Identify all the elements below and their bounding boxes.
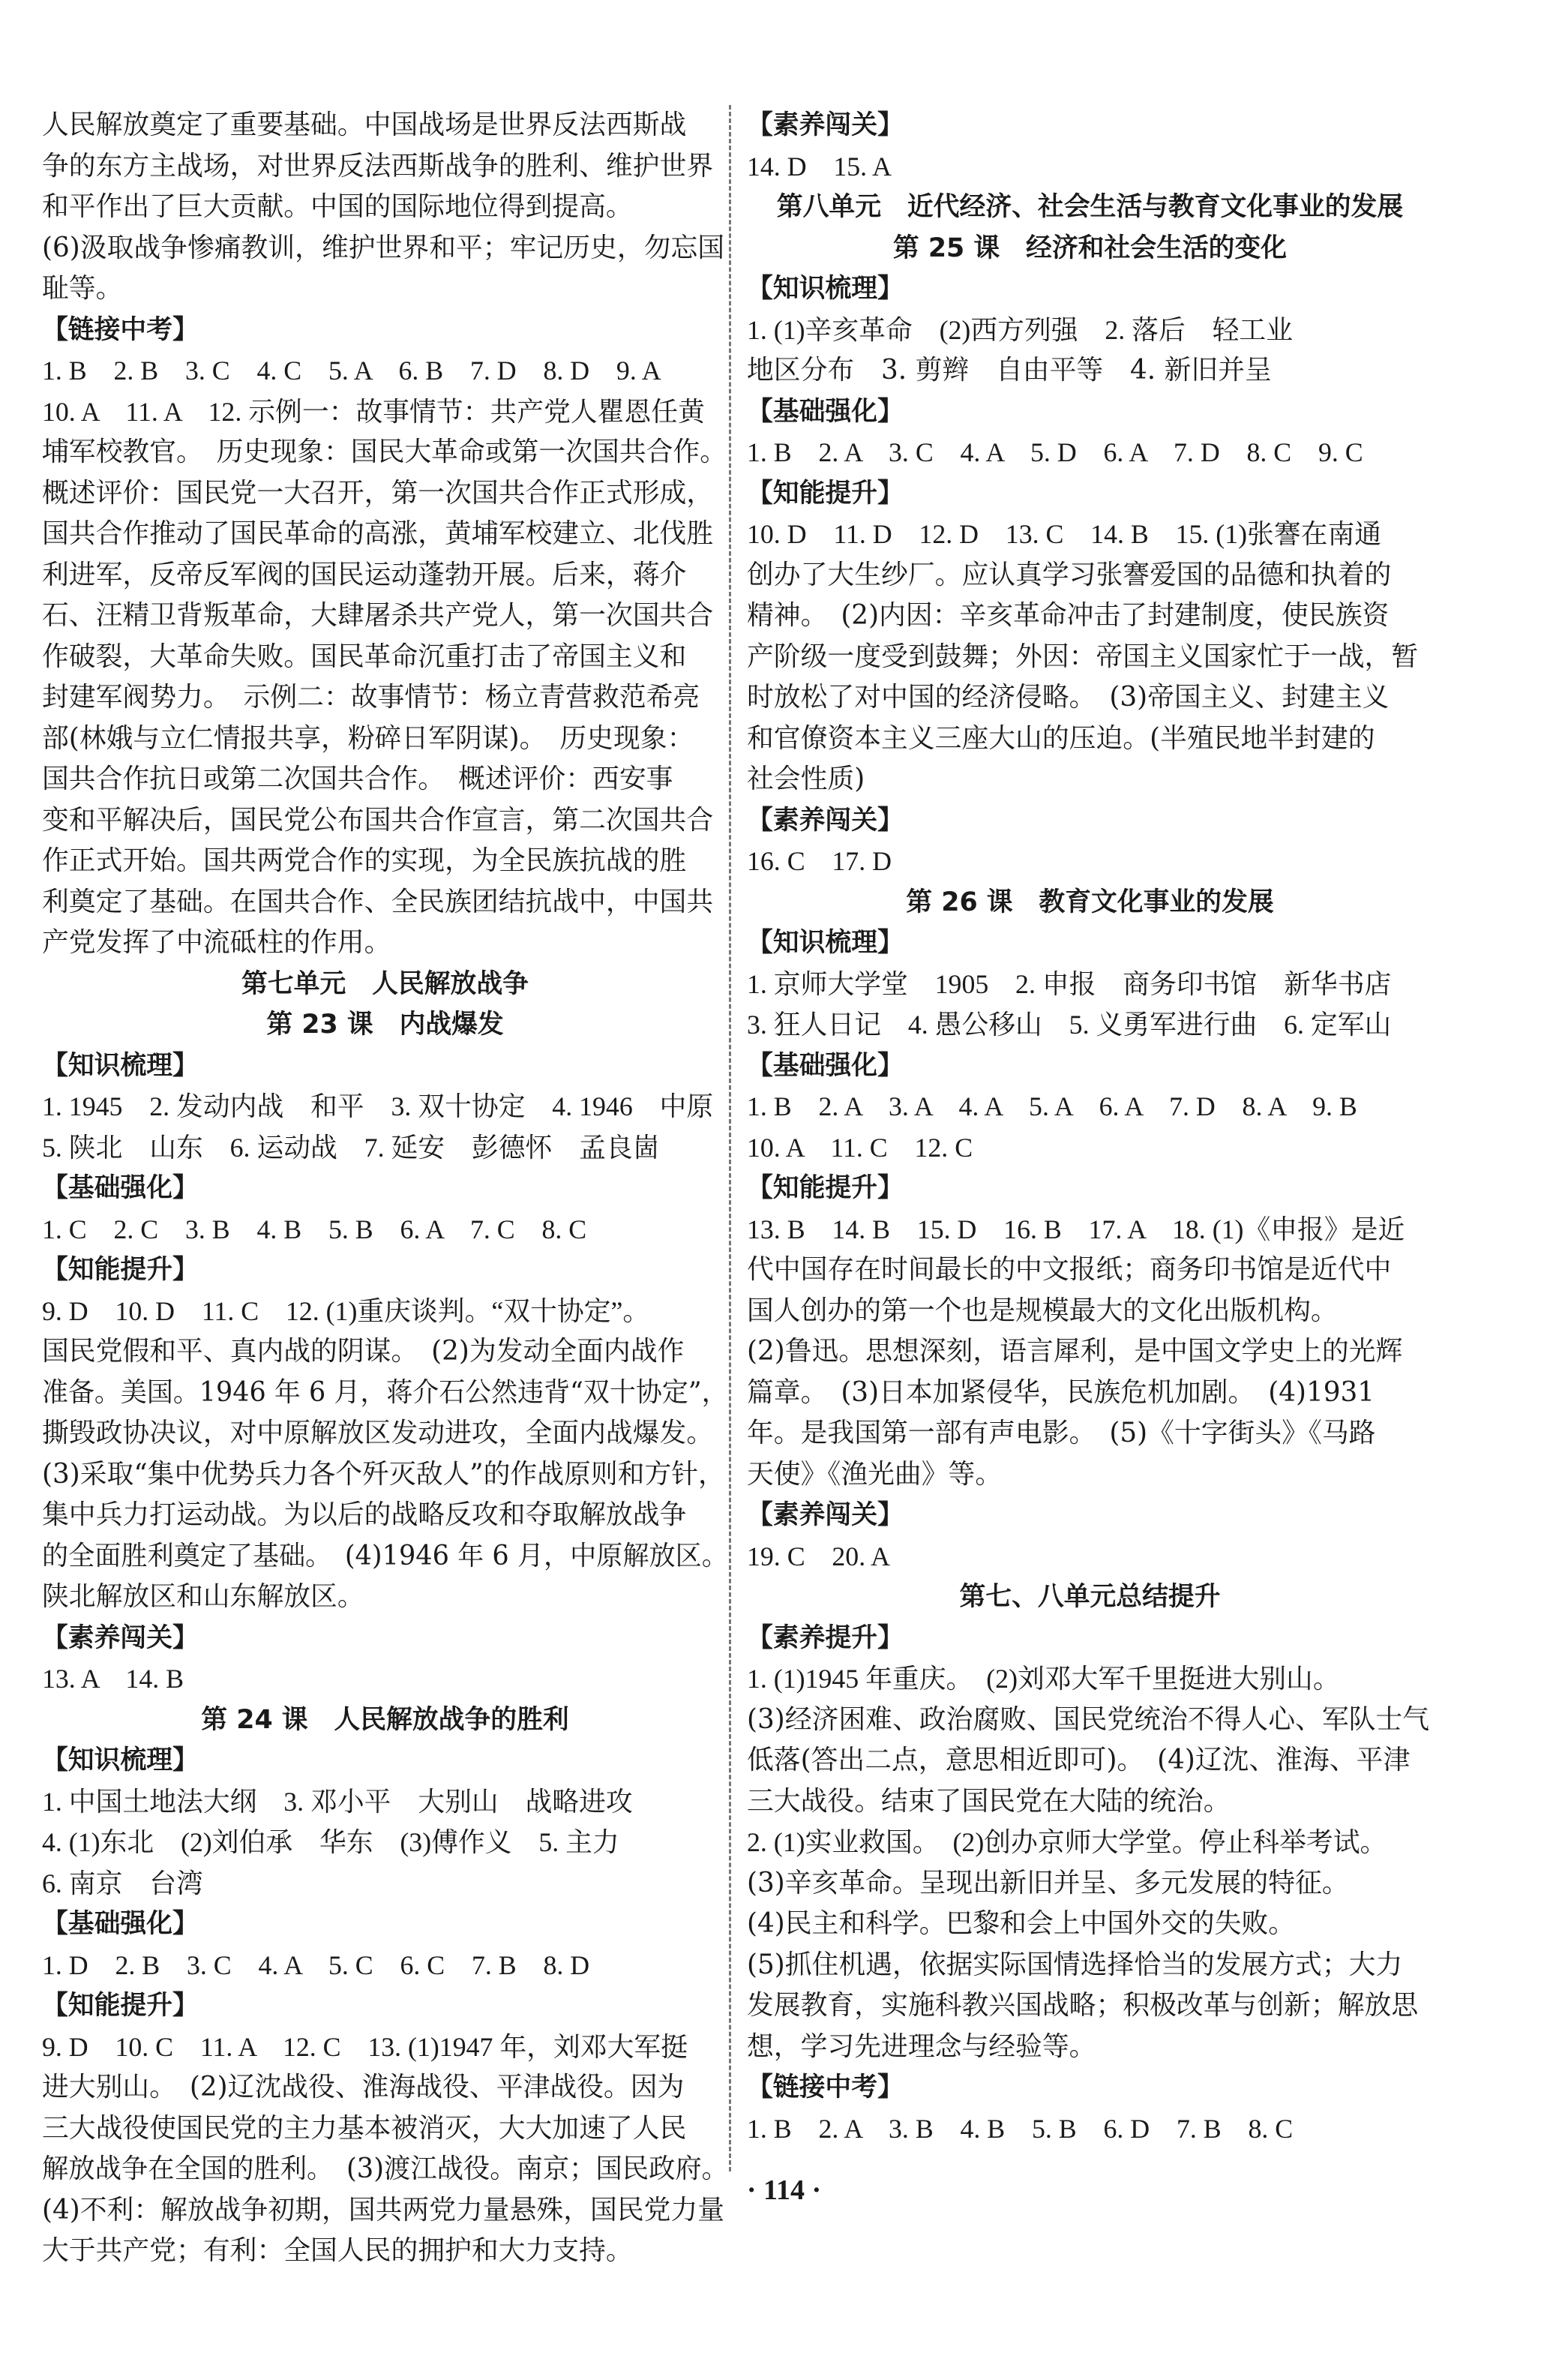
text-line: 概述评价：国民党一大召开，第一次国共合作正式形成， [42, 477, 714, 509]
text-line: (5)抓住机遇，依据实际国情选择恰当的发展方式；大力 [747, 1949, 1403, 1980]
text-line: 国民党假和平、真内战的阴谋。 (2)为发动全面内战作 [42, 1336, 685, 1367]
text-line: (3)采取“集中优势兵力各个歼灭敌人”的作战原则和方针， [42, 1458, 725, 1490]
section-heading: 【素养闯关】 [42, 1622, 199, 1653]
text-line: 和平作出了巨大贡献。中国的国际地位得到提高。 [42, 191, 633, 222]
answer-line: 1. C 2. C 3. B 4. B 5. B 6. A 7. C 8. C [42, 1214, 587, 1244]
answer-line: 19. C 20. A [747, 1541, 890, 1571]
text-line: 代中国存在时间最长的中文报纸；商务印书馆是近代中 [747, 1254, 1392, 1285]
text-line: 作正式开始。国共两党合作的实现，为全民族抗战的胜 [42, 845, 687, 876]
section-heading: 【素养闯关】 [747, 805, 904, 836]
text-line: 耻等。 [42, 273, 123, 304]
text-line: 集中兵力打运动战。为以后的战略反攻和夺取解放战争 [42, 1499, 687, 1530]
text-line: (4)民主和科学。巴黎和会上中国外交的失败。 [747, 1908, 1296, 1939]
text-line: 年。是我国第一部有声电影。 (5)《十字街头》《马路 [747, 1418, 1376, 1448]
section-heading: 【知识梳理】 [42, 1745, 199, 1775]
text-line: 创办了大生纱厂。应认真学习张謇爱国的品德和执着的 [747, 559, 1392, 590]
text-line: 产党发挥了中流砥柱的作用。 [42, 927, 391, 958]
answer-line: 16. C 17. D [747, 846, 892, 876]
answer-line: 1. (1)1945 年重庆。 (2)刘邓大军千里挺进大别山。 [747, 1664, 1340, 1694]
left-column [42, 105, 732, 2272]
text-line: 封建军阀势力。 示例二：故事情节：杨立青营救范希亮 [42, 682, 700, 713]
section-heading: 【基础强化】 [747, 1050, 904, 1081]
answer-line: 1. 中国土地法大纲 3. 邓小平 大别山 战略进攻 [42, 1786, 633, 1817]
answer-line: 1. (1)辛亥革命 (2)西方列强 2. 落后 轻工业 [747, 314, 1294, 345]
text-line: 和官僚资本主义三座大山的压迫。(半殖民地半封建的 [747, 722, 1375, 754]
answer-line: 13. B 14. B 15. D 16. B 17. A 18. (1)《申报》是近 [747, 1214, 1405, 1244]
answer-line: 9. D 10. D 11. C 12. (1)重庆谈判。“双十协定”。 [42, 1295, 650, 1326]
section-heading: 【链接中考】 [42, 314, 199, 345]
text-line: (2)鲁迅。思想深刻，语言犀利，是中国文学史上的光辉 [747, 1336, 1403, 1367]
text-line: 陕北解放区和山东解放区。 [42, 1581, 364, 1612]
text-line: 准备。美国。1946 年 6 月，蒋介石公然违背“双十协定”， [42, 1376, 728, 1408]
section-heading: 【知能提升】 [42, 1991, 199, 2021]
lesson-title: 第 23 课 内战爆发 [266, 1010, 504, 1040]
section-heading: 【知识梳理】 [747, 274, 904, 304]
answer-line: 3. 狂人日记 4. 愚公移山 5. 义勇军进行曲 6. 定军山 [747, 1010, 1392, 1040]
text-line: (3)辛亥革命。呈现出新旧并呈、多元发展的特征。 [747, 1867, 1349, 1898]
lesson-title: 第 26 课 教育文化事业的发展 [906, 887, 1274, 917]
section-heading: 【知识梳理】 [42, 1050, 199, 1081]
section-heading: 【素养提升】 [747, 1622, 904, 1653]
section-heading: 【知能提升】 [747, 1173, 904, 1203]
text-line: 变和平解决后，国民党公布国共合作宣言，第二次国共合 [42, 804, 714, 836]
text-line: 国人创办的第一个也是规模最大的文化出版机构。 [747, 1295, 1338, 1326]
answer-line: 6. 南京 台湾 [42, 1868, 203, 1898]
section-heading: 【素养闯关】 [747, 110, 904, 140]
column-divider [729, 105, 731, 2171]
answer-line: 1. B 2. A 3. C 4. A 5. D 6. A 7. D 8. C 9. C [747, 437, 1363, 467]
lesson-title: 第七、八单元总结提升 [959, 1582, 1221, 1612]
answer-line: 1. 1945 2. 发动内战 和平 3. 双十协定 4. 1946 中原 [42, 1091, 714, 1121]
section-heading: 【基础强化】 [747, 396, 904, 427]
answer-line: 10. A 11. C 12. C [747, 1132, 973, 1163]
text-line: 利进军，反帝反军阀的国民运动蓬勃开展。后来，蒋介 [42, 559, 687, 590]
answer-line: 4. (1)东北 (2)刘伯承 华东 (3)傅作义 5. 主力 [42, 1827, 619, 1857]
text-line: 社会性质) [747, 764, 865, 794]
text-line: 部(林娥与立仁情报共享，粉碎日军阴谋)。 历史现象： [42, 722, 694, 754]
text-line: 的全面胜利奠定了基础。 (4)1946 年 6 月，中原解放区。 [42, 1540, 728, 1571]
answer-line: 10. D 11. D 12. D 13. C 14. B 15. (1)张謇在南通 [747, 519, 1382, 549]
answer-line: 13. A 14. B [42, 1664, 184, 1694]
text-line: 产阶级一度受到鼓舞；外因：帝国主义国家忙于一战，暂 [747, 641, 1419, 672]
text-line: 解放战争在全国的胜利。 (3)渡江战役。南京；国民政府。 [42, 2153, 728, 2184]
text-line: (3)经济困难、政治腐败、国民党统治不得人心、军队士气 [747, 1703, 1430, 1735]
answer-line: 5. 陕北 山东 6. 运动战 7. 延安 彭德怀 孟良崮 [42, 1132, 660, 1163]
text-line: 人民解放奠定了重要基础。中国战场是世界反法西斯战 [42, 110, 687, 140]
answer-line: 1. 京师大学堂 1905 2. 申报 商务印书馆 新华书店 [747, 968, 1392, 999]
text-line: 时放松了对中国的经济侵略。 (3)帝国主义、封建主义 [747, 682, 1390, 713]
text-line: 进大别山。 (2)辽沈战役、淮海战役、平津战役。因为 [42, 2072, 685, 2102]
lesson-title: 第 24 课 人民解放战争的胜利 [201, 1704, 569, 1735]
section-heading: 【知识梳理】 [747, 928, 904, 958]
lesson-title: 第 25 课 经济和社会生活的变化 [892, 233, 1288, 263]
text-line: 三大战役。结束了国民党在大陆的统治。 [747, 1785, 1231, 1817]
text-line: 撕毁政协决议，对中原解放区发动进攻，全面内战爆发。 [42, 1418, 714, 1448]
text-line: 想，学习先进理念与经验等。 [747, 2030, 1096, 2062]
text-line: 发展教育，实施科教兴国战略；积极改革与创新；解放思 [747, 1990, 1419, 2021]
section-heading: 【基础强化】 [42, 1909, 199, 1939]
answer-line: 1. D 2. B 3. C 4. A 5. C 6. C 7. B 8. D [42, 1949, 590, 1980]
answer-line: 1. B 2. A 3. A 4. A 5. A 6. A 7. D 8. A 9. B [747, 1091, 1357, 1121]
text-line: 埔军校教官。 历史现象：国民大革命或第一次国共合作。 [42, 437, 727, 467]
section-heading: 【知能提升】 [747, 478, 904, 509]
lesson-title: 第八单元 近代经济、社会生活与教育文化事业的发展 [776, 192, 1404, 222]
text-line: (6)汲取战争惨痛教训，维护世界和平；牢记历史，勿忘国 [42, 232, 725, 263]
section-heading: 【素养闯关】 [747, 1500, 904, 1530]
answer-line: 2. (1)实业救国。 (2)创办京师大学堂。停止科举考试。 [747, 1827, 1387, 1857]
section-heading: 【链接中考】 [747, 2072, 904, 2102]
page-number: · 114 · [746, 2174, 822, 2206]
answer-line: 9. D 10. C 11. A 12. C 13. (1)1947 年，刘邓大军挺 [42, 2031, 688, 2062]
answer-line: 1. B 2. A 3. B 4. B 5. B 6. D 7. B 8. C [747, 2113, 1294, 2144]
text-line: 石、汪精卫背叛革命，大肆屠杀共产党人，第一次国共合 [42, 600, 714, 631]
text-line: 低落(答出二点，意思相近即可)。 (4)辽沈、淮海、平津 [747, 1745, 1411, 1775]
lesson-title: 第七单元 人民解放战争 [241, 968, 529, 999]
text-line: 三大战役使国民党的主力基本被消灭，大大加速了人民 [42, 2112, 687, 2144]
text-line: 精神。 (2)内因：辛亥革命冲击了封建制度，使民族资 [747, 600, 1390, 631]
text-line: 大于共产党；有利：全国人民的拥护和大力支持。 [42, 2235, 633, 2266]
text-line: 利奠定了基础。在国共合作、全民族团结抗战中，中国共 [42, 886, 714, 917]
text-line: 地区分布 3. 剪辫 自由平等 4. 新旧并呈 [747, 355, 1272, 386]
text-line: 天使》《渔光曲》等。 [747, 1458, 1003, 1490]
text-line: 争的东方主战场，对世界反法西斯战争的胜利、维护世界 [42, 150, 714, 182]
text-line: 篇章。 (3)日本加紧侵华，民族危机加剧。 (4)1931 [747, 1376, 1375, 1408]
section-heading: 【知能提升】 [42, 1255, 199, 1285]
text-line: (4)不利：解放战争初期，国共两党力量悬殊，国民党力量 [42, 2194, 725, 2225]
answer-line: 10. A 11. A 12. 示例一：故事情节：共产党人瞿恩任黄 [42, 396, 705, 427]
answer-line: 1. B 2. B 3. C 4. C 5. A 6. B 7. D 8. D 9. A [42, 356, 661, 386]
right-column [747, 105, 1437, 2149]
text-line: 作破裂，大革命失败。国民革命沉重打击了帝国主义和 [42, 641, 687, 672]
answer-line: 14. D 15. A [747, 151, 892, 182]
text-line: 国共合作推动了国民革命的高涨，黄埔军校建立、北伐胜 [42, 518, 714, 549]
section-heading: 【基础强化】 [42, 1173, 199, 1203]
text-line: 国共合作抗日或第二次国共合作。 概述评价：西安事 [42, 764, 673, 794]
